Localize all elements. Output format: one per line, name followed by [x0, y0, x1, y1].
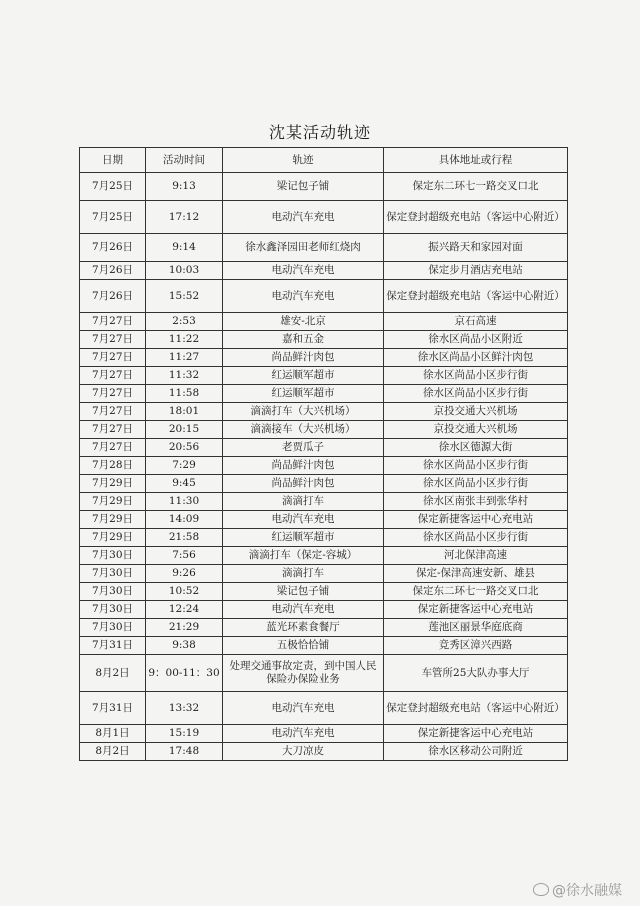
- address-cell: 保定新捷客运中心充电站: [384, 511, 568, 529]
- date-cell: 7月26日: [80, 262, 146, 280]
- date-cell: 7月29日: [80, 529, 146, 547]
- column-header-time: 活动时间: [146, 148, 223, 173]
- time-cell: 9:14: [146, 234, 223, 262]
- address-cell: 徐水区尚品小区步行街: [384, 457, 568, 475]
- time-cell: 7:56: [146, 547, 223, 565]
- trace-cell: 徐水鑫泽园田老师红烧肉: [223, 234, 384, 262]
- trace-cell: 滴滴打车（保定-容城）: [223, 547, 384, 565]
- date-cell: 7月29日: [80, 493, 146, 511]
- table-row: [80, 403, 568, 421]
- time-cell: 9:38: [146, 637, 223, 655]
- address-cell: 徐水区德源大街: [384, 439, 568, 457]
- document-title: 沈某活动轨迹: [268, 123, 371, 142]
- date-cell: 7月27日: [80, 313, 146, 331]
- table-header-row: [80, 148, 568, 173]
- table-row: [80, 565, 568, 583]
- address-cell: 保定新捷客运中心充电站: [384, 725, 568, 743]
- address-cell: 徐水区尚品小区步行街: [384, 475, 568, 493]
- trace-cell: 嘉和五金: [223, 331, 384, 349]
- table-row: [80, 601, 568, 619]
- time-cell: 13:32: [146, 692, 223, 725]
- time-cell: 7:29: [146, 457, 223, 475]
- table-row: [80, 439, 568, 457]
- date-cell: 7月27日: [80, 421, 146, 439]
- date-cell: 7月27日: [80, 385, 146, 403]
- date-cell: 7月26日: [80, 280, 146, 313]
- date-cell: 7月27日: [80, 367, 146, 385]
- trace-cell: 处理交通事故定责，到中国人民保险办保险业务: [223, 655, 384, 692]
- trace-cell: 梁记包子铺: [223, 173, 384, 201]
- trace-cell: 红运顺军超市: [223, 385, 384, 403]
- time-cell: 10:03: [146, 262, 223, 280]
- time-cell: 15:52: [146, 280, 223, 313]
- date-cell: 7月30日: [80, 547, 146, 565]
- date-cell: 7月27日: [80, 331, 146, 349]
- activity-trace-table: [79, 147, 568, 761]
- address-cell: 保定-保津高速安新、雄县: [384, 565, 568, 583]
- address-cell: 保定登封超级充电站（客运中心附近）: [384, 280, 568, 313]
- table-row: [80, 493, 568, 511]
- address-cell: 徐水区尚品小区鲜汁肉包: [384, 349, 568, 367]
- table-row: [80, 547, 568, 565]
- time-cell: 9：00-11：30: [146, 655, 223, 692]
- address-cell: 保定步月酒店充电站: [384, 262, 568, 280]
- time-cell: 14:09: [146, 511, 223, 529]
- time-cell: 11:22: [146, 331, 223, 349]
- watermark: [533, 880, 622, 900]
- trace-cell: 尚品鲜汁肉包: [223, 349, 384, 367]
- table-row: [80, 637, 568, 655]
- trace-cell: 电动汽车充电: [223, 725, 384, 743]
- time-cell: 9:26: [146, 565, 223, 583]
- address-cell: 保定登封超级充电站（客运中心附近）: [384, 201, 568, 234]
- trace-cell: 尚品鲜汁肉包: [223, 457, 384, 475]
- table-row: [80, 529, 568, 547]
- time-cell: 2:53: [146, 313, 223, 331]
- table-row: [80, 743, 568, 761]
- date-cell: 7月26日: [80, 234, 146, 262]
- date-cell: 7月31日: [80, 637, 146, 655]
- date-cell: 7月27日: [80, 439, 146, 457]
- table-row: [80, 173, 568, 201]
- column-header-address: 具体地址或行程: [384, 148, 568, 173]
- address-cell: 保定登封超级充电站（客运中心附近）: [384, 692, 568, 725]
- date-cell: 7月25日: [80, 201, 146, 234]
- time-cell: 9:45: [146, 475, 223, 493]
- address-cell: 车管所25大队办事大厅: [384, 655, 568, 692]
- address-cell: 徐水区南张丰到张华村: [384, 493, 568, 511]
- address-cell: 徐水区尚品小区步行街: [384, 529, 568, 547]
- trace-cell: 滴滴打车: [223, 493, 384, 511]
- trace-cell: 红运顺军超市: [223, 367, 384, 385]
- trace-cell: 红运顺军超市: [223, 529, 384, 547]
- date-cell: 8月2日: [80, 655, 146, 692]
- time-cell: 15:19: [146, 725, 223, 743]
- table-row: [80, 280, 568, 313]
- date-cell: 7月31日: [80, 692, 146, 725]
- address-cell: 京投交通大兴机场: [384, 421, 568, 439]
- column-header-trace: 轨迹: [223, 148, 384, 173]
- trace-cell: 五极恰恰铺: [223, 637, 384, 655]
- time-cell: 17:48: [146, 743, 223, 761]
- table-row: [80, 655, 568, 692]
- date-cell: 7月27日: [80, 403, 146, 421]
- address-cell: 徐水区尚品小区步行街: [384, 367, 568, 385]
- address-cell: 京投交通大兴机场: [384, 403, 568, 421]
- address-cell: 保定东二环七一路交叉口北: [384, 583, 568, 601]
- date-cell: 7月30日: [80, 601, 146, 619]
- time-cell: 20:15: [146, 421, 223, 439]
- date-cell: 7月29日: [80, 511, 146, 529]
- trace-cell: 雄安-北京: [223, 313, 384, 331]
- trace-cell: 老贾瓜子: [223, 439, 384, 457]
- trace-cell: 梁记包子铺: [223, 583, 384, 601]
- time-cell: 11:30: [146, 493, 223, 511]
- date-cell: 7月29日: [80, 475, 146, 493]
- time-cell: 11:58: [146, 385, 223, 403]
- time-cell: 17:12: [146, 201, 223, 234]
- table-row: [80, 331, 568, 349]
- table-row: [80, 457, 568, 475]
- trace-cell: 电动汽车充电: [223, 511, 384, 529]
- trace-cell: 蓝光环素食餐厅: [223, 619, 384, 637]
- trace-cell: 电动汽车充电: [223, 601, 384, 619]
- time-cell: 11:32: [146, 367, 223, 385]
- trace-cell: 大刀凉皮: [223, 743, 384, 761]
- time-cell: 10:52: [146, 583, 223, 601]
- time-cell: 21:58: [146, 529, 223, 547]
- table-row: [80, 313, 568, 331]
- table-row: [80, 349, 568, 367]
- address-cell: 徐水区尚品小区附近: [384, 331, 568, 349]
- trace-cell: 尚品鲜汁肉包: [223, 475, 384, 493]
- table-row: [80, 421, 568, 439]
- date-cell: 8月2日: [80, 743, 146, 761]
- trace-cell: 电动汽车充电: [223, 262, 384, 280]
- address-cell: 京石高速: [384, 313, 568, 331]
- address-cell: 振兴路天和家园对面: [384, 234, 568, 262]
- address-cell: 徐水区移动公司附近: [384, 743, 568, 761]
- table-row: [80, 367, 568, 385]
- table-row: [80, 385, 568, 403]
- date-cell: 7月30日: [80, 583, 146, 601]
- date-cell: 8月1日: [80, 725, 146, 743]
- address-cell: 莲池区丽景华庭底商: [384, 619, 568, 637]
- date-cell: 7月28日: [80, 457, 146, 475]
- trace-cell: 电动汽车充电: [223, 692, 384, 725]
- column-header-date: 日期: [80, 148, 146, 173]
- date-cell: 7月30日: [80, 565, 146, 583]
- address-cell: 徐水区尚品小区步行街: [384, 385, 568, 403]
- table-body: [80, 173, 568, 761]
- time-cell: 11:27: [146, 349, 223, 367]
- address-cell: 保定新捷客运中心充电站: [384, 601, 568, 619]
- watermark-text: @徐水融媒: [552, 883, 622, 899]
- table-row: [80, 201, 568, 234]
- time-cell: 20:56: [146, 439, 223, 457]
- trace-cell: 滴滴打车: [223, 565, 384, 583]
- table-row: [80, 234, 568, 262]
- time-cell: 12:24: [146, 601, 223, 619]
- trace-cell: 电动汽车充电: [223, 280, 384, 313]
- table-row: [80, 583, 568, 601]
- table-row: [80, 511, 568, 529]
- table-row: [80, 619, 568, 637]
- time-cell: 21:29: [146, 619, 223, 637]
- time-cell: 18:01: [146, 403, 223, 421]
- table-row: [80, 725, 568, 743]
- trace-cell: 滴滴打车（大兴机场）: [223, 403, 384, 421]
- trace-cell: 滴滴接车（大兴机场）: [223, 421, 384, 439]
- time-cell: 9:13: [146, 173, 223, 201]
- table-row: [80, 262, 568, 280]
- date-cell: 7月30日: [80, 619, 146, 637]
- trace-cell: 电动汽车充电: [223, 201, 384, 234]
- date-cell: 7月25日: [80, 173, 146, 201]
- table-row: [80, 692, 568, 725]
- date-cell: 7月27日: [80, 349, 146, 367]
- address-cell: 保定东二环七一路交叉口北: [384, 173, 568, 201]
- address-cell: 河北保津高速: [384, 547, 568, 565]
- table-row: [80, 475, 568, 493]
- address-cell: 竞秀区漳兴西路: [384, 637, 568, 655]
- weibo-icon: [533, 883, 549, 896]
